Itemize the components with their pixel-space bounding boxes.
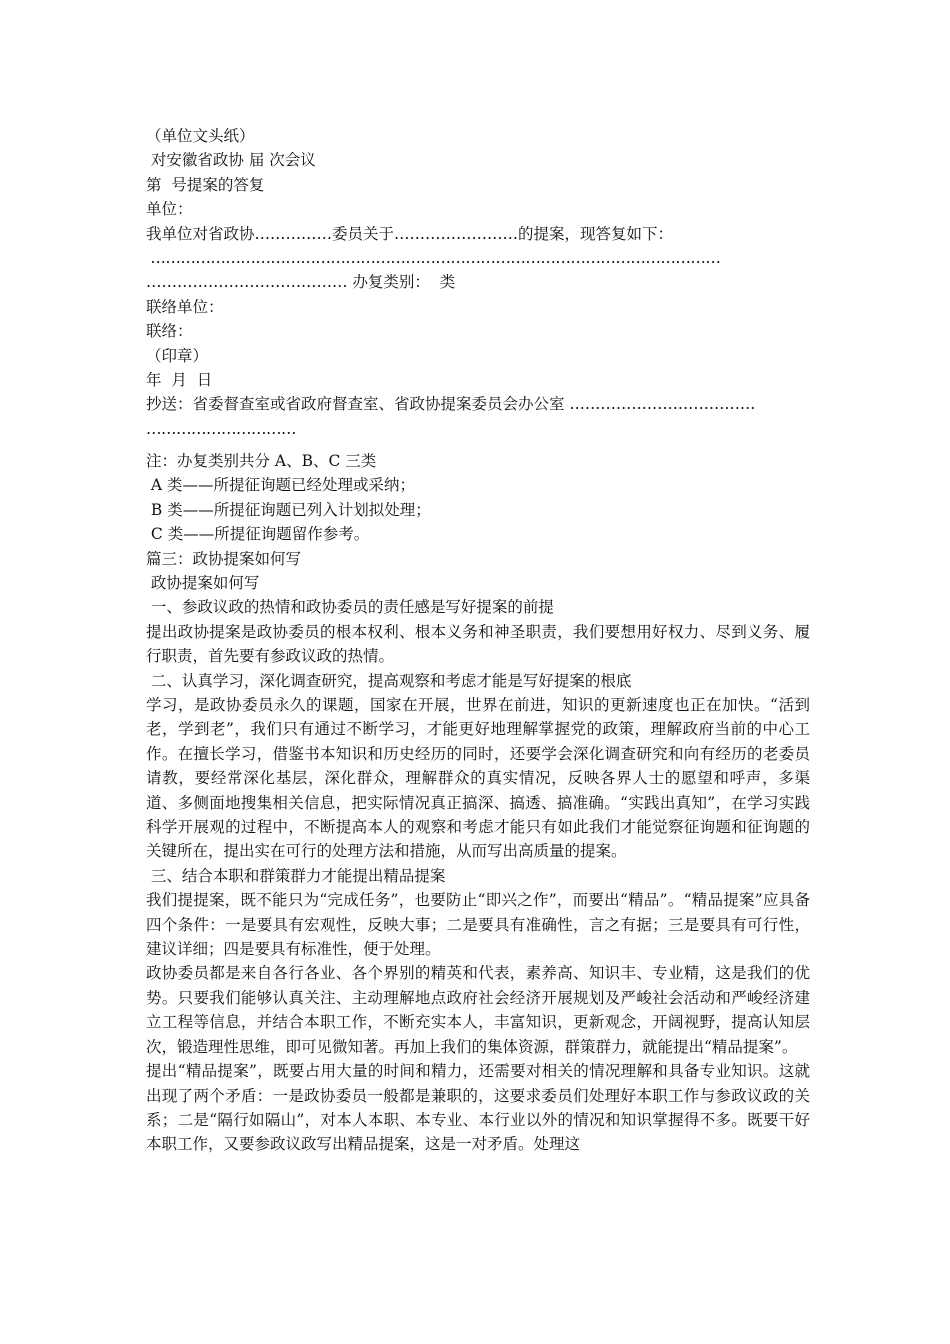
reply-subtitle: 第 号提案的答复 (146, 175, 265, 194)
reply-title: 对安徽省政协 届 次会议 (146, 151, 316, 170)
letterhead: （单位文头纸） (146, 127, 255, 145)
unit-label: 单位： (146, 200, 193, 219)
cc-line: 抄送：省委督查室或省政府督查室、省政协提案委员会办公室 ……………………………… (146, 395, 756, 414)
category-b: B 类——所提征询题已列入计划拟处理； (146, 500, 431, 519)
category-a: A 类——所提征询题已经处理或采纳； (146, 476, 416, 495)
article-title: 政协提案如何写 (146, 574, 260, 593)
spacer (146, 441, 810, 449)
reply-category: ………………………………… 办复类别： 类 (146, 273, 456, 292)
cc-line-continued: ………………………… (146, 419, 296, 438)
section-heading-3: 三、结合本职和群策群力才能提出精品提案 (146, 866, 446, 885)
reply-intro: 我单位对省政协……………委员关于……………………的提案，现答复如下： (146, 224, 674, 243)
contact-unit: 联络单位： (146, 297, 224, 316)
category-note: 注：办复类别共分 A、B、C 三类 (146, 452, 377, 471)
paragraph-2: 学习，是政协委员永久的课题，国家在开展，世界在前进，知识的更新速度也正在加快。“活到老，学到老”，我们只有通过不断学习，才能更好地理解掌握党的政策，理解政府当前的中心工作。在擅长学习，借鉴书本知识和历史经历的同时，还要学会深化调查研究和向有经历的老委员请教，要经常深化基层，深化群众，理解群众的真实情况，反映各界人士的愿望和呼声，多渠道、多侧面地搜集相关信息，把实际情况真正搞深、搞透、搞准确。“实践出真知”，在学习实践科学开展观的过程中，不断提高本人的观察和考虑才能只有如此我们才能觉察征询题和征询题的关键所在，提出实在可行的处理方法和措施，从而写出高质量的提案。 (146, 696, 810, 861)
paragraph-4: 政协委员都是来自各行各业、各个界别的精英和代表，素养高、知识丰、专业精，这是我们的优势。只要我们能够认真关注、主动理解地点政府社会经济开展规划及严峻社会活动和严峻经济建立工程等信息，并结合本职工作，不断充实本人，丰富知识，更新观念，开阔视野，提高认知层次，锻造理性思维，即可见微知著。再加上我们的集体资源，群策群力，就能提出“精品提案”。 (146, 964, 810, 1056)
paragraph-5: 提出“精品提案”，既要占用大量的时间和精力，还需要对相关的情况理解和具备专业知识。这就出现了两个矛盾：一是政协委员一般都是兼职的，这要求委员们处理好本职工作与参政议政的关系；二是“隔行如隔山”，对本人本职、本专业、本行业以外的情况和知识掌握得不多。既要干好本职工作，又要参政议政写出精品提案，这是一对矛盾。处理这 (146, 1062, 810, 1154)
seal-label: （印章） (146, 346, 209, 365)
date-line: 年 月 日 (146, 370, 213, 389)
document-page (146, 124, 810, 1157)
section-heading-2: 二、认真学习，深化调查研究，提高观察和考虑才能是写好提案的根底 (146, 671, 632, 690)
section-heading-1: 一、参政议政的热情和政协委员的责任感是写好提案的前提 (146, 598, 554, 617)
paragraph-1: 提出政协提案是政协委员的根本权利、根本义务和神圣职责，我们要想用好权力、尽到义务、履行职责，首先要有参政议政的热情。 (146, 622, 810, 666)
category-c: C 类——所提征询题留作参考。 (146, 525, 370, 544)
contact: 联络： (146, 322, 193, 341)
paragraph-3: 我们提提案，既不能只为“完成任务”，也要防止“即兴之作”，而要出“精品”。“精品提案”应具备四个条件：一是要具有宏观性，反映大事；二是要具有准确性，言之有据；三是要具有可行性，建议详细；四是要具有标准性，便于处理。 (146, 891, 810, 959)
dots-line: …………………………………………………………………………………………………… (146, 248, 721, 267)
chapter-heading: 篇三：政协提案如何写 (146, 549, 302, 568)
